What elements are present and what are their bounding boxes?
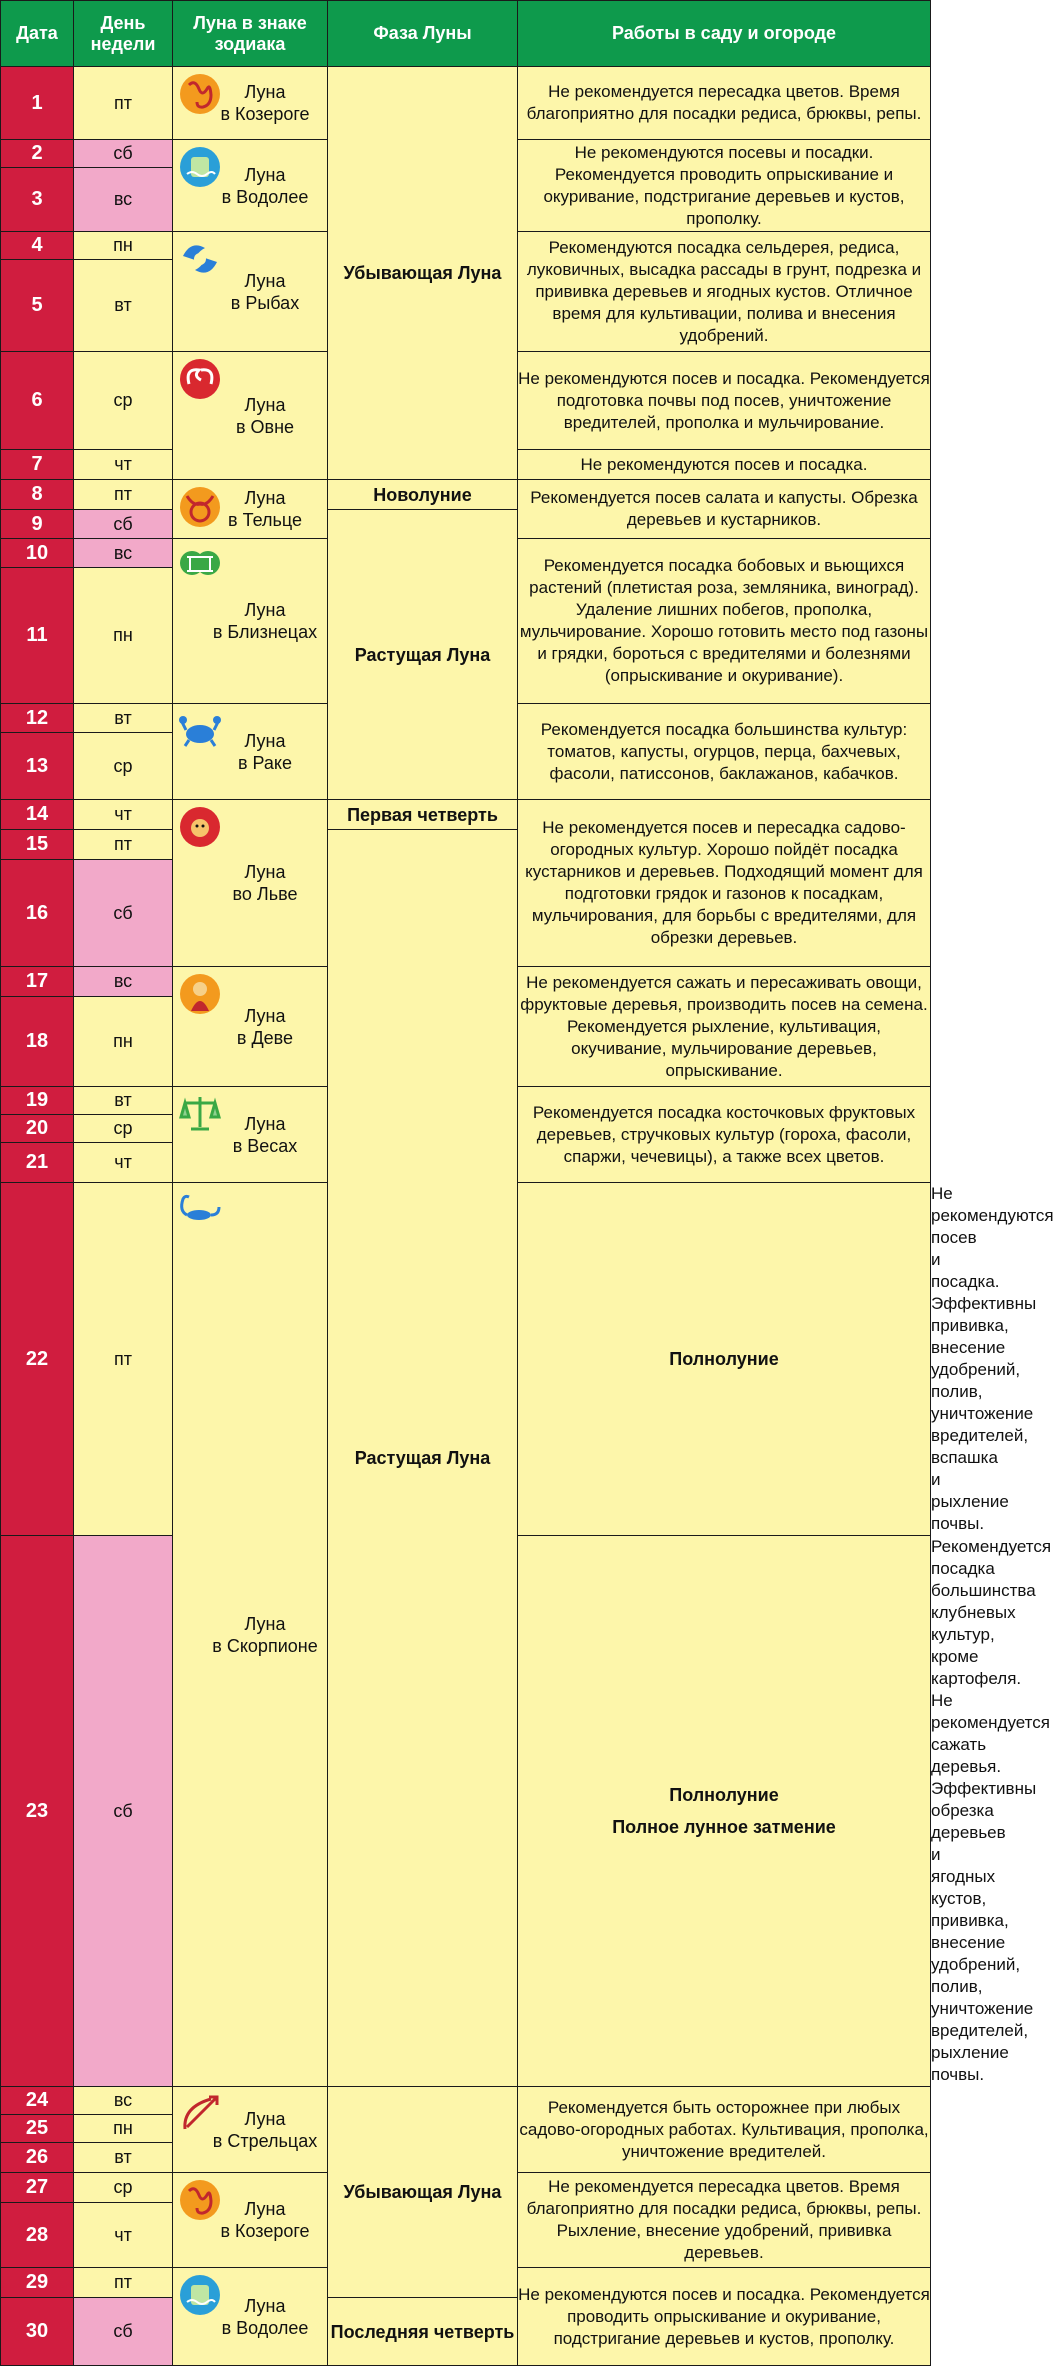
zodiac-cell: [173, 2268, 328, 2366]
zodiac-line2: в Овне: [235, 416, 295, 437]
date-cell: 5: [1, 260, 74, 352]
table-row: [1, 2087, 931, 2115]
date-cell: 15: [1, 830, 74, 860]
work-cell: Не рекомендуются посев и посадка. Рекомендуется проводить опрыскивание и окуривание, подстригание деревьев и кустов, прополку.: [518, 2268, 931, 2366]
zodiac-line2: в Близнецах: [212, 622, 318, 642]
work-cell: Рекомендуется посадка большинства культур: томатов, капусты, огурцов, перца, бахчевых, фасоли, патиссонов, баклажанов, кабачков.: [518, 704, 931, 800]
day-of-week-cell: сб: [74, 860, 173, 967]
work-cell: Рекомендуется посадка бобовых и вьющихся растений (плетистая роза, земляника, виноград). Удаление лишних побегов, прополка, мульчирование. Хорошо готовить место под газоны и грядки, бороться с вредителями и болезнями (опрыскивание и окуривание).: [518, 539, 931, 704]
work-cell: Не рекомендуются посев и посадка. Рекомендуется подготовка почвы под посев, уничтожение вредителей, прополка и мульчирование.: [518, 352, 931, 450]
zodiac-cell: [173, 352, 328, 480]
day-of-week-cell: ср: [74, 1115, 173, 1143]
day-of-week-cell: ср: [74, 2173, 173, 2203]
work-cell: Не рекомендуется посев и пересадка садово-огородных культур. Хорошо пойдёт посадка кустарников и деревьев. Подходящий момент для подготовки грядок и газонов к посадкам, мульчирования, для борьбы с вредителями, для обрезки деревьев.: [518, 800, 931, 967]
moon-phase-cell: Последняя четверть: [328, 2298, 518, 2366]
day-of-week-cell: вт: [74, 2143, 173, 2173]
header-date: Дата: [1, 1, 74, 67]
work-cell: Не рекомендуются посевы и посадки. Рекомендуется проводить опрыскивание и окуривание, подстригание деревьев и кустов, прополку.: [518, 140, 931, 232]
date-cell: 2: [1, 140, 74, 168]
aquarius-icon: [177, 144, 223, 190]
zodiac-line2: в Весах: [232, 1135, 298, 1156]
zodiac-line2: в Стрельцах: [212, 2130, 318, 2151]
date-cell: 8: [1, 480, 74, 510]
zodiac-line1: Луна: [244, 1005, 286, 1026]
date-cell: 6: [1, 352, 74, 450]
date-cell: 1: [1, 67, 74, 140]
moon-phase-cell: Первая четверть: [328, 800, 518, 830]
moon-phase-cell: Растущая Луна: [328, 510, 518, 800]
table-row: 23 сб Полнолуние Полное лунное затмение Рекомендуется посадка большинства клубневых культур, кроме картофеля. Не рекомендуется сажать деревья. Эффективны обрезка деревьев и ягодных кустов, прививка, внесение удобрений, полив, уничтожение вредителей, рыхление почвы.: [1, 1536, 931, 2087]
date-cell: 13: [1, 733, 74, 800]
date-cell: 4: [1, 232, 74, 260]
day-of-week-cell: вс: [74, 168, 173, 232]
header-row: [1, 1, 931, 67]
aquarius-icon: [177, 2272, 223, 2318]
zodiac-line2: в Козероге: [220, 2221, 310, 2241]
day-of-week-cell: пн: [74, 997, 173, 1087]
day-of-week-cell: пт: [74, 830, 173, 860]
sagittarius-icon: [177, 2091, 223, 2137]
day-of-week-cell: чт: [74, 800, 173, 830]
header-garden-work: Работы в саду и огороде: [518, 1, 931, 67]
day-of-week-cell: ср: [74, 733, 173, 800]
zodiac-line1: Луна: [244, 164, 286, 185]
day-of-week-cell: ср: [74, 352, 173, 450]
day-of-week-cell: чт: [74, 2203, 173, 2268]
day-of-week-cell: сб: [74, 140, 173, 168]
zodiac-cell: [173, 539, 328, 704]
day-of-week-cell: сб: [74, 1536, 173, 2087]
leo-icon: [177, 804, 223, 850]
moon-phase-full: Полнолуние: [669, 1785, 779, 1805]
virgo-icon: [177, 971, 223, 1017]
zodiac-cell: [173, 704, 328, 800]
day-of-week-cell: вс: [74, 967, 173, 997]
zodiac-line1: Луна: [244, 2295, 286, 2316]
zodiac-line1: Луна: [244, 600, 286, 620]
date-cell: 28: [1, 2203, 74, 2268]
day-of-week-cell: пн: [74, 2115, 173, 2143]
zodiac-cell: [173, 1087, 328, 1183]
zodiac-line1: Луна: [244, 862, 286, 882]
date-cell: 16: [1, 860, 74, 967]
header-day-of-week: День недели: [74, 1, 173, 67]
date-cell: 24: [1, 2087, 74, 2115]
zodiac-line2: в Деве: [236, 1027, 294, 1048]
day-of-week-cell: вт: [74, 260, 173, 352]
day-of-week-cell: сб: [74, 2298, 173, 2366]
work-cell: Рекомендуются посадка сельдерея, редиса, луковичных, высадка рассады в грунт, подрезка и прививка деревьев и ягодных кустов. Отличное время для культивации, полива и внесения удобрений.: [518, 232, 931, 352]
day-of-week-cell: пт: [74, 480, 173, 510]
zodiac-line1: Луна: [244, 82, 286, 102]
zodiac-line2: в Водолее: [221, 2317, 309, 2338]
zodiac-line1: Луна: [244, 730, 286, 751]
moon-phase-cell: Растущая Луна: [328, 830, 518, 2087]
day-of-week-cell: сб: [74, 510, 173, 539]
work-cell: Не рекомендуется пересадка цветов. Время благоприятно для посадки редиса, брюквы, репы. Рыхление, внесение удобрений, прививка деревьев.: [518, 2173, 931, 2268]
date-cell: 10: [1, 539, 74, 568]
work-cell: Не рекомендуются посев и посадка.: [518, 450, 931, 480]
date-cell: 20: [1, 1115, 74, 1143]
day-of-week-cell: вс: [74, 539, 173, 568]
date-cell: 12: [1, 704, 74, 733]
zodiac-cell: [173, 232, 328, 352]
zodiac-cell: [173, 1183, 328, 2087]
date-cell: 30: [1, 2298, 74, 2366]
work-cell: Рекомендуется посев салата и капусты. Обрезка деревьев и кустарников.: [518, 480, 931, 539]
zodiac-line2: в Скорпионе: [212, 1635, 318, 1656]
date-cell: 17: [1, 967, 74, 997]
date-cell: 29: [1, 2268, 74, 2298]
capricorn-icon: [177, 2177, 223, 2223]
work-cell: Не рекомендуется пересадка цветов. Время благоприятно для посадки редиса, брюквы, репы.: [518, 67, 931, 140]
gemini-icon: [177, 543, 223, 589]
taurus-icon: [177, 484, 223, 530]
zodiac-line1: Луна: [244, 2108, 286, 2129]
day-of-week-cell: пн: [74, 232, 173, 260]
date-cell: 26: [1, 2143, 74, 2173]
aries-icon: [177, 356, 223, 402]
table-row: [1, 67, 931, 140]
day-of-week-cell: пт: [74, 67, 173, 140]
moon-phase-cell: [518, 1536, 931, 2087]
day-of-week-cell: чт: [74, 1143, 173, 1183]
table-row: [1, 480, 931, 510]
libra-icon: [177, 1091, 223, 1137]
zodiac-line1: Луна: [244, 394, 286, 415]
day-of-week-cell: пт: [74, 2268, 173, 2298]
day-of-week-cell: чт: [74, 450, 173, 480]
date-cell: 23: [1, 1536, 74, 2087]
date-cell: 3: [1, 168, 74, 232]
day-of-week-cell: пт: [74, 1183, 173, 1536]
work-cell: Рекомендуется быть осторожнее при любых садово-огородных работах. Культивация, прополка, уничтожение вредителей.: [518, 2087, 931, 2173]
table-row: 22 пт Луна в Скорпионе Полнолуние Не рекомендуются посев и посадка. Эффективны прививка, внесение удобрений, полив, уничтожение вредителей, вспашка и рыхление почвы.: [1, 1183, 931, 1536]
day-of-week-cell: вт: [74, 704, 173, 733]
zodiac-cell: [173, 480, 328, 539]
zodiac-cell: [173, 967, 328, 1087]
date-cell: 11: [1, 568, 74, 704]
moon-phase-cell: Убывающая Луна: [328, 2087, 518, 2298]
date-cell: 18: [1, 997, 74, 1087]
date-cell: 27: [1, 2173, 74, 2203]
table-row: [1, 800, 931, 830]
zodiac-line2: в Рыбах: [230, 292, 300, 313]
date-cell: 14: [1, 800, 74, 830]
zodiac-line1: Луна: [244, 270, 286, 291]
date-cell: 7: [1, 450, 74, 480]
work-cell: Не рекомендуется сажать и пересаживать овощи, фруктовые деревья, производить посев на семена. Рекомендуется рыхление, культивация, окучивание, мульчирование деревьев, опрыскивание.: [518, 967, 931, 1087]
scorpio-icon: [177, 1187, 223, 1233]
zodiac-cell: [173, 67, 328, 140]
day-of-week-cell: вс: [74, 2087, 173, 2115]
zodiac-line1: Луна: [244, 2199, 286, 2219]
moon-phase-cell: Новолуние: [328, 480, 518, 510]
zodiac-cell: [173, 2173, 328, 2268]
header-moon-phase: Фаза Луны: [328, 1, 518, 67]
zodiac-line2: в Козероге: [220, 104, 310, 124]
date-cell: 25: [1, 2115, 74, 2143]
work-cell: Рекомендуется посадка косточковых фруктовых деревьев, стручковых культур (гороха, фасоли, спаржи, чечевицы), а также всех цветов.: [518, 1087, 931, 1183]
zodiac-line2: в Водолее: [221, 186, 309, 207]
date-cell: 21: [1, 1143, 74, 1183]
moon-phase-cell: Убывающая Луна: [328, 67, 518, 480]
zodiac-cell: [173, 140, 328, 232]
pisces-icon: [177, 236, 223, 282]
date-cell: 9: [1, 510, 74, 539]
zodiac-line2: во Льве: [232, 884, 298, 904]
cancer-icon: [177, 708, 223, 754]
date-cell: 22: [1, 1183, 74, 1536]
zodiac-cell: [173, 800, 328, 967]
capricorn-icon: [177, 71, 223, 117]
zodiac-line2: в Раке: [237, 752, 293, 773]
moon-phase-eclipse: Полное лунное затмение: [612, 1817, 836, 1837]
moon-phase-cell: Полнолуние: [518, 1183, 931, 1536]
zodiac-line1: Луна: [244, 1113, 286, 1134]
zodiac-line1: Луна: [244, 488, 286, 508]
date-cell: 19: [1, 1087, 74, 1115]
zodiac-line2: в Тельце: [228, 510, 302, 530]
day-of-week-cell: пн: [74, 568, 173, 704]
header-zodiac: Луна в знаке зодиака: [173, 1, 328, 67]
day-of-week-cell: вт: [74, 1087, 173, 1115]
zodiac-line1: Луна: [244, 1613, 286, 1634]
zodiac-cell: [173, 2087, 328, 2173]
